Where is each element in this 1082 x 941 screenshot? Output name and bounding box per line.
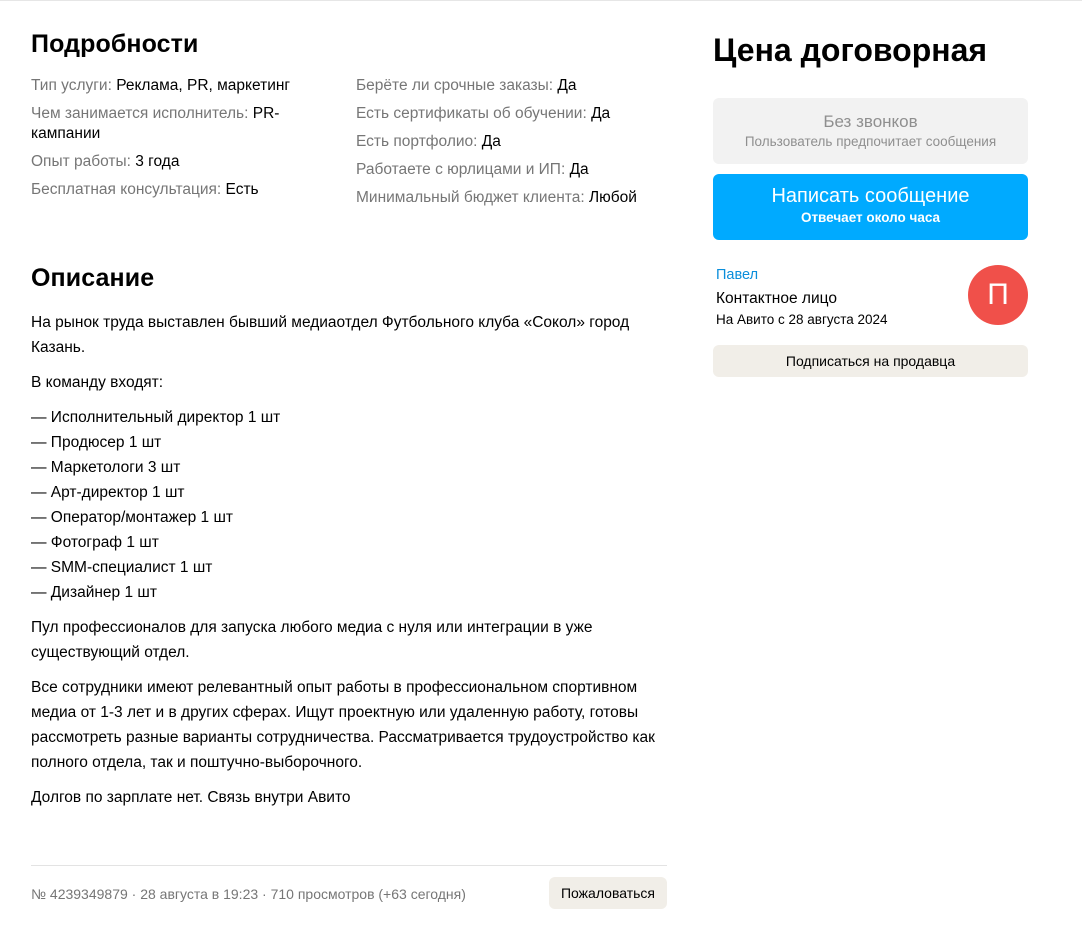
param-key: Бесплатная консультация: bbox=[31, 181, 226, 198]
team-list-item: — Исполнительный директор 1 шт bbox=[31, 409, 281, 426]
description-team-heading: В команду входят: bbox=[31, 374, 164, 391]
param-experience bbox=[31, 152, 331, 172]
team-list-item: — Арт-директор 1 шт bbox=[31, 484, 185, 501]
details-title: Подробности bbox=[31, 30, 199, 58]
param-value: Есть bbox=[225, 181, 259, 198]
team-list-item: — SMM-специалист 1 шт bbox=[31, 559, 213, 576]
param-value: PR-кампании bbox=[31, 105, 280, 142]
param-legal-entities bbox=[356, 160, 667, 180]
listing-meta: № 4239349879 · 28 августа в 19:23 · 710 просмотров (+63 сегодня) bbox=[31, 886, 466, 902]
param-value: Любой bbox=[588, 189, 637, 206]
team-list-item: — Продюсер 1 шт bbox=[31, 434, 162, 451]
param-service-type bbox=[31, 76, 331, 96]
param-value: Да bbox=[481, 133, 501, 150]
description-paragraph: Долгов по зарплате нет. Связь внутри Авито bbox=[31, 789, 351, 806]
description-body bbox=[31, 310, 667, 820]
team-list-item: — Оператор/монтажер 1 шт bbox=[31, 509, 234, 526]
team-list-item: — Фотограф 1 шт bbox=[31, 534, 159, 551]
param-key: Работаете с юрлицами и ИП: bbox=[356, 161, 570, 178]
seller-info bbox=[716, 265, 1028, 333]
param-key: Тип услуги: bbox=[31, 77, 117, 94]
param-value: Реклама, PR, маркетинг bbox=[116, 77, 291, 94]
param-value: Да bbox=[569, 161, 589, 178]
description-intro: На рынок труда выставлен бывший медиаотдел Футбольного клуба «Сокол» город Казань. bbox=[31, 314, 630, 356]
param-key: Есть портфолио: bbox=[356, 133, 482, 150]
param-min-budget bbox=[356, 188, 667, 208]
param-key: Минимальный бюджет клиента: bbox=[356, 189, 589, 206]
write-message-button[interactable] bbox=[713, 174, 1028, 240]
param-specialization bbox=[31, 104, 331, 144]
param-key: Чем занимается исполнитель: bbox=[31, 105, 253, 122]
subscribe-button[interactable]: Подписаться на продавца bbox=[713, 345, 1028, 377]
listing-footer bbox=[31, 865, 667, 926]
no-calls-label: Без звонков bbox=[823, 112, 918, 131]
param-urgent-orders bbox=[356, 76, 667, 96]
team-list-item: — Маркетологи 3 шт bbox=[31, 459, 181, 476]
param-key: Опыт работы: bbox=[31, 153, 136, 170]
price: Цена договорная bbox=[713, 32, 988, 68]
seller-since: На Авито с 28 августа 2024 bbox=[716, 312, 888, 327]
seller-role: Контактное лицо bbox=[716, 290, 837, 307]
params-column-right bbox=[356, 76, 667, 216]
team-list bbox=[31, 405, 667, 605]
details-params bbox=[31, 76, 667, 216]
response-time: Отвечает около часа bbox=[800, 210, 941, 225]
params-column-left bbox=[31, 76, 331, 216]
no-calls-subtitle: Пользователь предпочитает сообщения bbox=[744, 134, 997, 149]
description-paragraph: Пул профессионалов для запуска любого медиа с нуля или интеграции в уже существующий отдел. bbox=[31, 619, 593, 661]
write-message-label: Написать сообщение bbox=[771, 185, 970, 207]
param-value: Да bbox=[591, 105, 611, 122]
description-paragraph: Все сотрудники имеют релевантный опыт работы в профессиональном спортивном медиа от 1-3 лет и в других сферах. Ищут проектную или удаленную работу, готовы рассмотреть разные варианты сотрудничества. Рассматривается трудоустройство как полного отдела, так и поштучно-выборочного. bbox=[31, 679, 655, 771]
no-calls-button[interactable] bbox=[713, 98, 1028, 164]
param-portfolio bbox=[356, 132, 667, 152]
param-value: Да bbox=[557, 77, 577, 94]
complain-button[interactable]: Пожаловаться bbox=[549, 877, 667, 909]
param-free-consultation bbox=[31, 180, 331, 200]
param-key: Есть сертификаты об обучении: bbox=[356, 105, 592, 122]
avatar[interactable]: П bbox=[968, 265, 1028, 325]
team-list-item: — Дизайнер 1 шт bbox=[31, 584, 157, 601]
param-key: Берёте ли срочные заказы: bbox=[356, 77, 558, 94]
description-title: Описание bbox=[31, 264, 155, 292]
seller-name-link[interactable]: Павел bbox=[716, 267, 759, 283]
param-certificates bbox=[356, 104, 667, 124]
param-value: 3 года bbox=[135, 153, 180, 170]
